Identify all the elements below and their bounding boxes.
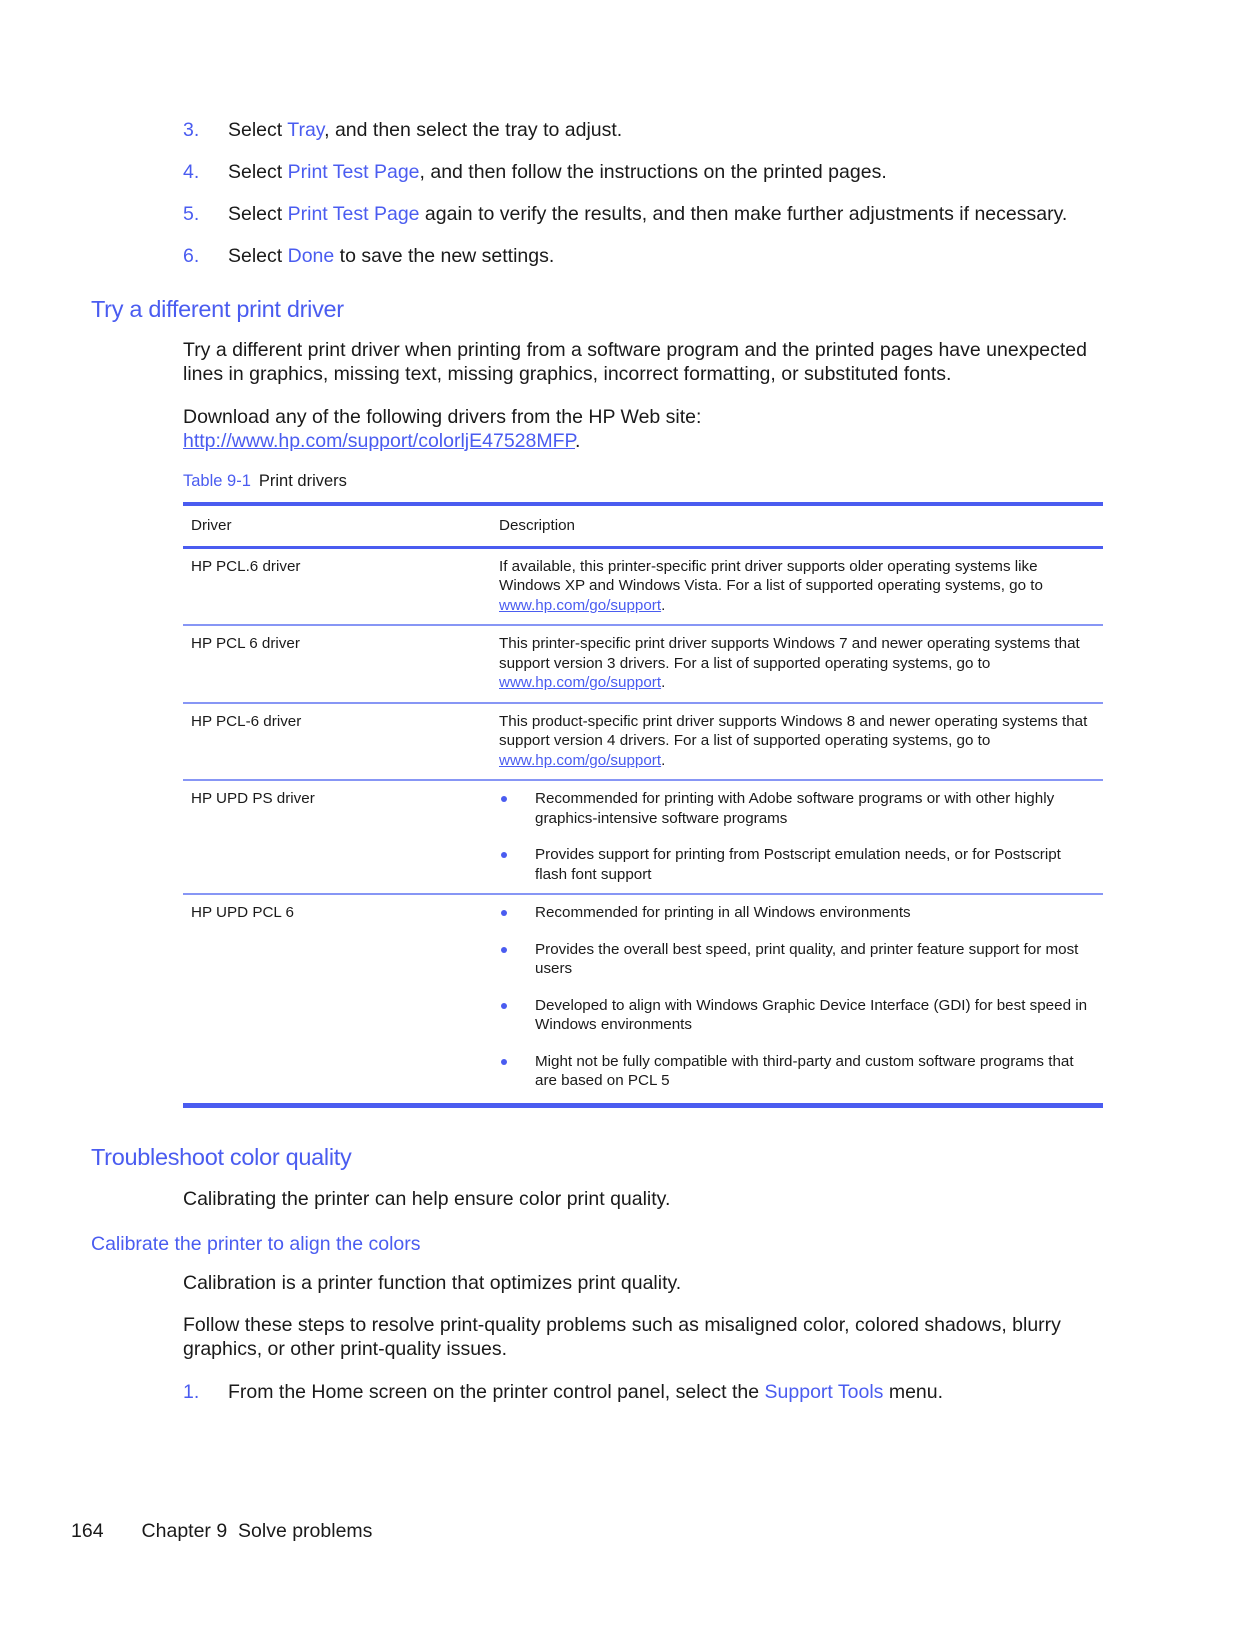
step-number: 6. xyxy=(183,245,200,267)
step-number: 1. xyxy=(183,1381,200,1403)
page-footer xyxy=(71,1520,372,1543)
bullet-list xyxy=(499,903,1095,1091)
table-row xyxy=(183,780,1103,894)
step-6 xyxy=(183,244,1103,268)
hp-support-link[interactable]: http://www.hp.com/support/colorljE47528MFP xyxy=(183,430,575,452)
paragraph-download xyxy=(183,405,1103,453)
driver-name: HP PCL-6 driver xyxy=(191,712,302,730)
table-caption-title: Print drivers xyxy=(258,472,347,490)
table-caption-label: Table 9-1 xyxy=(183,472,251,490)
table-row xyxy=(183,703,1103,781)
column-header-driver: Driver xyxy=(191,517,232,534)
bullet-item xyxy=(499,940,1095,979)
download-text: Download any of the following drivers from the HP Web site: xyxy=(183,406,702,428)
bullet-icon xyxy=(501,1059,507,1065)
step-text: menu. xyxy=(883,1381,944,1403)
step-text: Select xyxy=(228,245,288,267)
hp-go-support-link[interactable]: www.hp.com/go/support xyxy=(499,751,662,769)
bullet-icon xyxy=(501,852,507,858)
bullet-icon xyxy=(501,910,507,916)
bullet-text: Provides support for printing from Postscript emulation needs, or for Postscript flash font support xyxy=(535,846,1061,883)
step-text: , and then select the tray to adjust. xyxy=(324,119,623,141)
chapter-title: Chapter 9 Solve problems xyxy=(141,1520,373,1542)
step-1 xyxy=(183,1380,1103,1404)
ui-term-print-test-page: Print Test Page xyxy=(287,203,420,225)
bullet-list xyxy=(499,789,1095,884)
ui-term-done: Done xyxy=(287,245,335,267)
step-number: 3. xyxy=(183,119,200,141)
step-text: , and then follow the instructions on the printed pages. xyxy=(419,161,887,183)
hp-go-support-link[interactable]: www.hp.com/go/support xyxy=(499,674,662,691)
step-number: 4. xyxy=(183,161,200,183)
step-5 xyxy=(183,202,1103,226)
paragraph-calibration-function: Calibration is a printer function that optimizes print quality. xyxy=(183,1272,682,1294)
step-3 xyxy=(183,118,1103,142)
procedure-steps xyxy=(183,118,1103,286)
bullet-text: Might not be fully compatible with third-party and custom software programs that are based on PCL 5 xyxy=(535,1052,1074,1089)
ui-term-support-tools: Support Tools xyxy=(764,1381,884,1403)
punctuation: . xyxy=(661,674,666,691)
description-text: This printer-specific print driver supports Windows 7 and newer operating systems that support version 3 drivers. For a list of supported operating systems, go to xyxy=(499,635,1080,672)
step-text: Select xyxy=(228,119,288,141)
description-text: This product-specific print driver supports Windows 8 and newer operating systems that support version 4 drivers. For a list of supported operating systems, go to xyxy=(499,712,1088,749)
driver-name: HP UPD PCL 6 xyxy=(191,904,294,921)
bullet-icon xyxy=(501,947,507,953)
driver-description xyxy=(491,703,1103,781)
ui-term-print-test-page: Print Test Page xyxy=(287,161,420,183)
section-heading-print-driver: Try a different print driver xyxy=(91,296,344,322)
paragraph-driver-intro: Try a different print driver when printing from a software program and the printed pages have unexpected lines in graphics, missing text, missing graphics, incorrect formatting, or substituted fonts. xyxy=(183,339,1087,385)
bullet-text: Recommended for printing with Adobe software programs or with other highly graphics-intensive software programs xyxy=(535,790,1055,827)
driver-description xyxy=(491,894,1103,1105)
paragraph-calibrating: Calibrating the printer can help ensure color print quality. xyxy=(183,1188,671,1210)
step-text: Select xyxy=(228,161,288,183)
bullet-text: Provides the overall best speed, print quality, and printer feature support for most users xyxy=(535,940,1079,977)
table-row xyxy=(183,894,1103,1105)
bullet-item xyxy=(499,996,1095,1035)
subheading-calibrate: Calibrate the printer to align the colors xyxy=(91,1233,421,1255)
description-text: If available, this printer-specific print driver supports older operating systems like Windows XP and Windows Vista. For a list of supported operating systems, go to xyxy=(499,557,1043,594)
bullet-item xyxy=(499,903,1095,923)
column-header-description: Description xyxy=(499,517,575,534)
bullet-item xyxy=(499,1052,1095,1091)
table-row xyxy=(183,625,1103,703)
step-text: to save the new settings. xyxy=(334,245,555,267)
driver-name: HP PCL.6 driver xyxy=(191,557,301,575)
bullet-text: Developed to align with Windows Graphic Device Interface (GDI) for best speed in Windows environments xyxy=(535,996,1088,1033)
hp-go-support-link[interactable]: www.hp.com/go/support xyxy=(499,596,662,614)
bullet-item xyxy=(499,789,1095,828)
driver-name: HP PCL 6 driver xyxy=(191,635,300,652)
table-caption xyxy=(183,472,347,491)
step-row xyxy=(183,1380,1103,1404)
page-number: 164 xyxy=(71,1520,104,1542)
driver-description xyxy=(491,780,1103,894)
bullet-text: Recommended for printing in all Windows environments xyxy=(535,904,911,921)
step-text: From the Home screen on the printer control panel, select the xyxy=(228,1381,765,1403)
driver-description xyxy=(491,547,1103,625)
punctuation: . xyxy=(661,596,666,614)
print-drivers-table xyxy=(183,502,1103,1108)
punctuation: . xyxy=(661,751,666,769)
bullet-icon xyxy=(501,796,507,802)
step-text: Select xyxy=(228,203,288,225)
bullet-item xyxy=(499,845,1095,884)
driver-name: HP UPD PS driver xyxy=(191,790,315,807)
table-header-row xyxy=(183,504,1103,547)
table-row xyxy=(183,547,1103,625)
punctuation: . xyxy=(575,430,581,452)
driver-description xyxy=(491,625,1103,703)
step-number: 5. xyxy=(183,203,200,225)
paragraph-follow-steps: Follow these steps to resolve print-quality problems such as misaligned color, colored shadows, blurry graphics, or other print-quality issues. xyxy=(183,1314,1061,1360)
bullet-icon xyxy=(501,1003,507,1009)
step-4 xyxy=(183,160,1103,184)
section-heading-color-quality: Troubleshoot color quality xyxy=(91,1144,352,1170)
ui-term-tray: Tray xyxy=(287,119,325,141)
step-text: again to verify the results, and then make further adjustments if necessary. xyxy=(419,203,1068,225)
